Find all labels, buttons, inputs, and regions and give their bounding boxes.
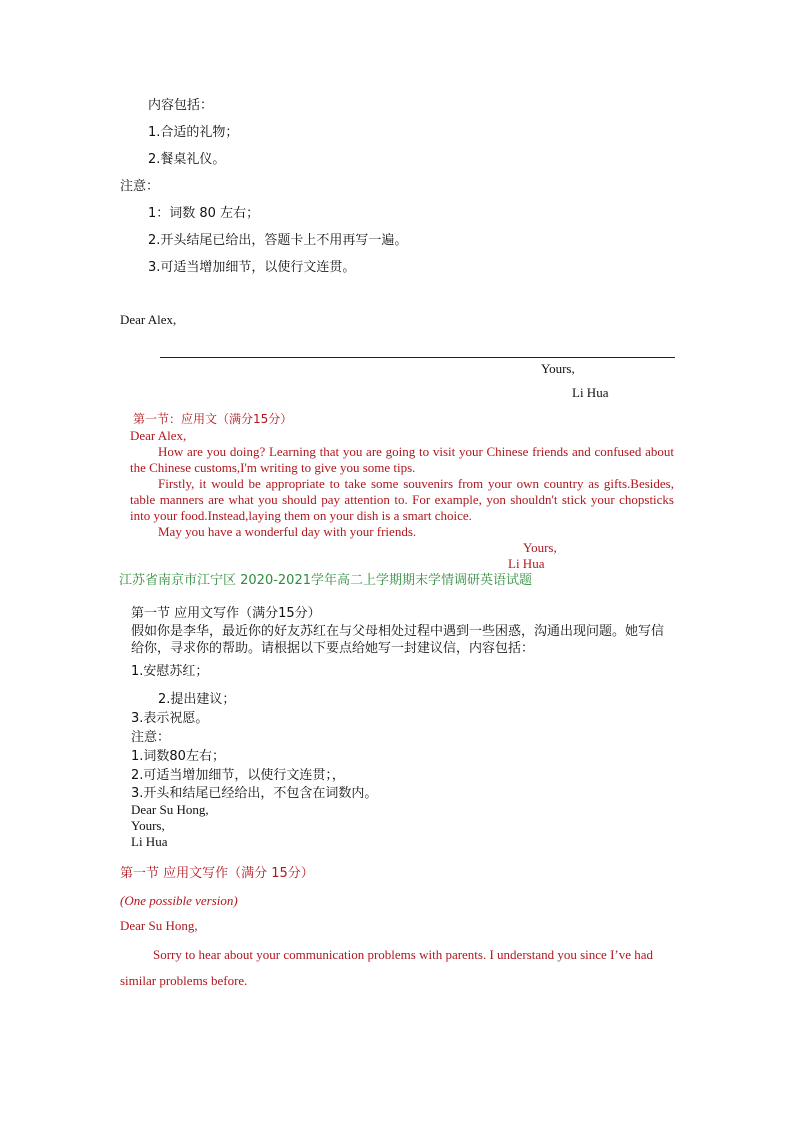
- content-item-1: 1.合适的礼物；: [148, 125, 239, 140]
- task2-greeting: Dear Su Hong,: [131, 802, 209, 817]
- task2-signature: Li Hua: [131, 834, 168, 849]
- content-item-2: 2.餐桌礼仪。: [148, 152, 226, 167]
- task2-closing: Yours,: [131, 818, 165, 833]
- note-item-2: 2.开头结尾已给出，答题卡上不用再写一遍。: [148, 233, 408, 248]
- answer1-greeting: Dear Alex,: [130, 428, 187, 443]
- task2-item-2: 2.提出建议；: [158, 692, 236, 707]
- answer1-closing: Yours,: [523, 540, 557, 555]
- answer2-heading: 第一节 应用文写作（满分 15分）: [120, 866, 314, 881]
- letter-greeting: Dear Alex,: [120, 312, 177, 327]
- task2-note-1: 1.词数80左右；: [131, 749, 225, 764]
- content-intro: 内容包括：: [148, 98, 214, 113]
- source-title: 江苏省南京市江宁区 2020-2021学年高二上学期期末学情调研英语试题: [119, 573, 532, 588]
- note-item-3: 3.可适当增加细节，以使行文连贯。: [148, 260, 356, 275]
- notes-label: 注意：: [120, 179, 160, 194]
- task2-notes-label: 注意：: [131, 730, 171, 745]
- task2-note-2: 2.可适当增加细节，以使行文连贯；，: [131, 768, 345, 783]
- task2-item-3: 3.表示祝愿。: [131, 711, 209, 726]
- answer1-signature: Li Hua: [508, 556, 545, 571]
- answer-line: [160, 357, 675, 358]
- note-item-1: 1：词数 80 左右；: [148, 206, 260, 221]
- answer1-para1: How are you doing? Learning that you are going to visit your Chinese friends and confused about the Chinese customs,I'm writing to give you some tips.: [130, 444, 674, 475]
- answer1-heading: 第一节：应用文（满分15分）: [133, 412, 293, 426]
- task2-item-1: 1.安慰苏红；: [131, 664, 209, 679]
- letter-signature: Li Hua: [572, 385, 609, 400]
- task2-prompt: 假如你是李华，最近你的好友苏红在与父母相处过程中遇到一些困惑，沟通出现问题。她写信给你，寻求你的帮助。请根据以下要点给她写一封建议信，内容包括：: [131, 624, 665, 656]
- answer1-para2: Firstly, it would be appropriate to take some souvenirs from your own country as gifts.Besides, table manners are what you should pay attention to. For example, yon shouldn't stick your chopsticks into your food.Instead,laying them on your dish is a smart choice.: [130, 476, 674, 523]
- answer2-para1: Sorry to hear about your communication problems with parents. I understand you since I’ve had similar problems before.: [120, 947, 654, 988]
- task2-note-3: 3.开头和结尾已经给出，不包含在词数内。: [131, 786, 378, 801]
- answer2-version: (One possible version): [120, 893, 238, 908]
- answer2-greeting: Dear Su Hong,: [120, 918, 198, 933]
- letter-closing: Yours,: [541, 361, 575, 376]
- task2-heading: 第一节 应用文写作（满分15分）: [131, 606, 321, 621]
- answer1-para3: May you have a wonderful day with your friends.: [158, 524, 417, 539]
